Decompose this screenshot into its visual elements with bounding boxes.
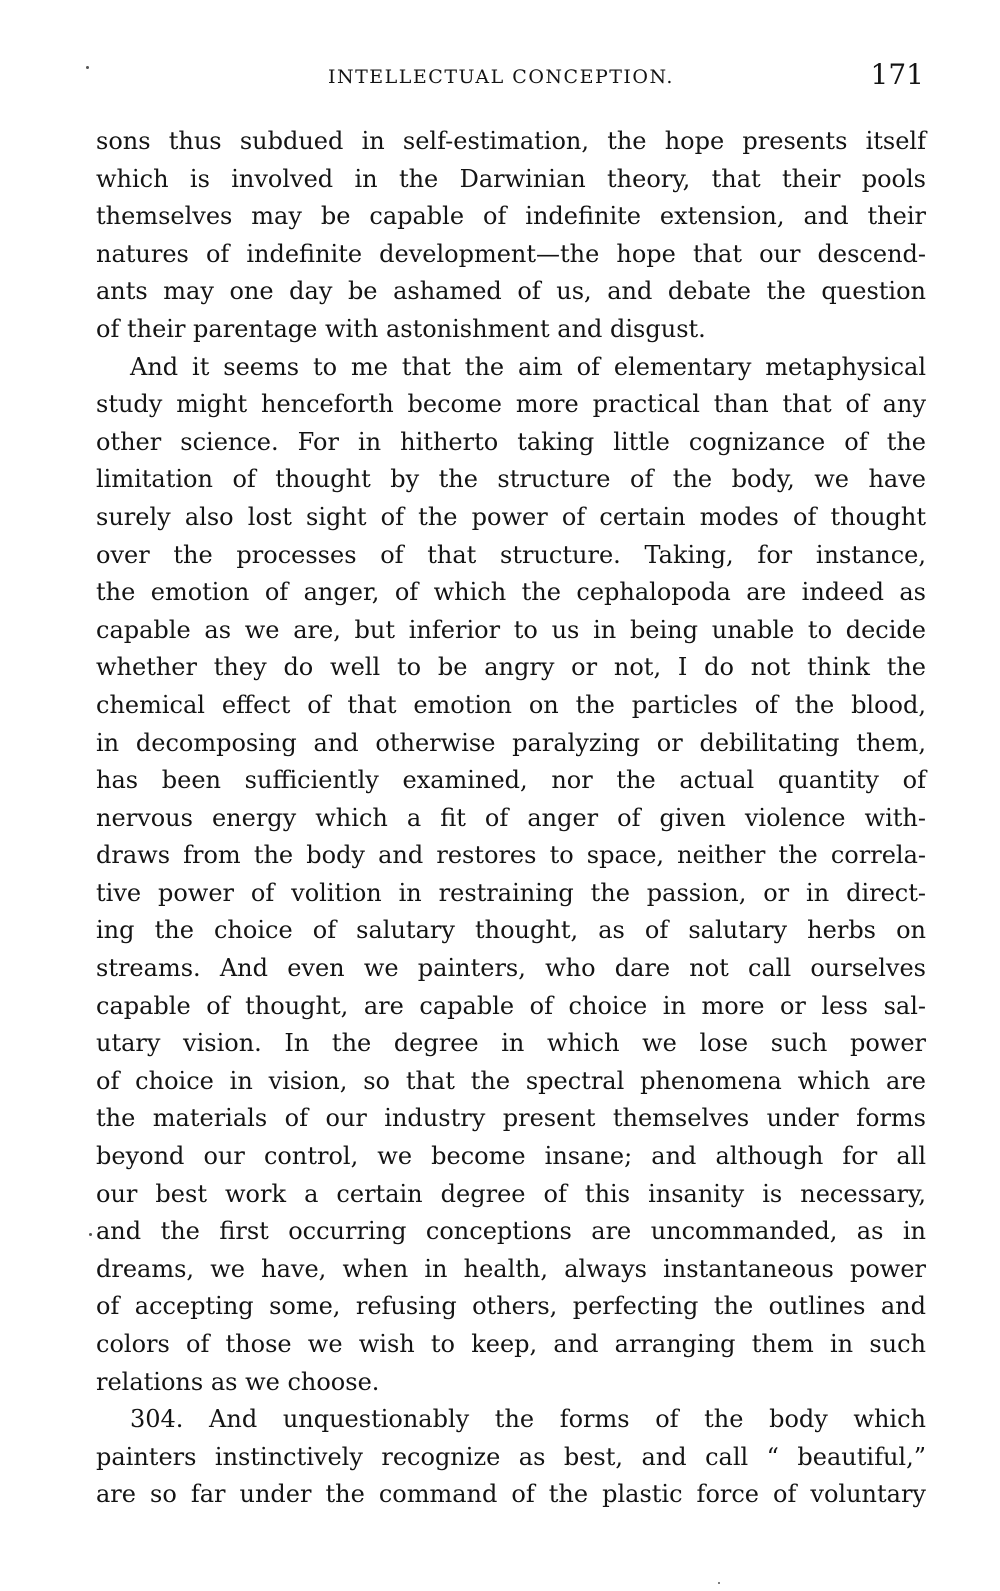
text-line: natures of indefinite development—the hope that our descend- [96, 239, 926, 268]
text-line: capable as we are, but inferior to us in being unable to decide [96, 615, 926, 644]
text-line: the materials of our industry present themselves under forms [96, 1104, 926, 1133]
text-line: beyond our control, we become insane; and although for all [96, 1142, 926, 1171]
paragraph-start-line: And it seems to me that the aim of elementary metaphysical [130, 352, 926, 381]
text-line: of choice in vision, so that the spectral phenomena which are [96, 1066, 926, 1095]
text-line: ants may one day be ashamed of us, and debate the question [96, 277, 926, 306]
text-line: of accepting some, refusing others, perfecting the outlines and [96, 1292, 926, 1321]
text-line: colors of those we wish to keep, and arranging them in such [96, 1330, 926, 1358]
text-line: which is involved in the Darwinian theory, that their pools [96, 164, 926, 193]
body-text [96, 123, 926, 1514]
text-line: streams. And even we painters, who dare not call ourselves [96, 954, 926, 983]
text-line: over the processes of that structure. Taking, for instance, [96, 540, 926, 569]
text-line: surely also lost sight of the power of certain modes of thought [96, 502, 926, 531]
text-line: limitation of thought by the structure of the body, we have [96, 465, 926, 494]
text-line: has been sufficiently examined, nor the actual quantity of [96, 766, 926, 795]
text-line: draws from the body and restores to space, neither the correla- [96, 841, 926, 870]
text-line: nervous energy which a fit of anger of given violence with- [96, 803, 926, 832]
text-line: our best work a certain degree of this insanity is necessary, [96, 1179, 926, 1208]
text-line: relations as we choose. [96, 1367, 380, 1396]
text-line: and the first occurring conceptions are uncommanded, as in [96, 1217, 926, 1246]
text-line: whether they do well to be angry or not, I do not think the [96, 653, 926, 682]
text-line: painters instinctively recognize as best, and call “ beautiful,” [96, 1442, 926, 1471]
text-line: the emotion of anger, of which the cephalopoda are indeed as [96, 578, 926, 607]
text-line: of their parentage with astonishment and disgust. [96, 314, 706, 343]
print-speck [89, 1233, 92, 1236]
text-line: ing the choice of salutary thought, as of salutary herbs on [96, 916, 926, 945]
print-speck [86, 66, 89, 69]
paragraph-start-line: 304. And unquestionably the forms of the body which [130, 1405, 926, 1434]
text-line: tive power of volition in restraining the passion, or in direct- [96, 878, 926, 907]
running-head [96, 58, 926, 98]
text-line: chemical effect of that emotion on the particles of the blood, [96, 690, 926, 719]
text-line: themselves may be capable of indefinite extension, and their [96, 202, 926, 231]
text-line: study might henceforth become more practical than that of any [96, 390, 926, 419]
text-line: other science. For in hitherto taking little cognizance of the [96, 427, 926, 456]
page-number: 171 [870, 58, 924, 91]
running-title: INTELLECTUAL CONCEPTION. [328, 66, 674, 88]
text-line: utary vision. In the degree in which we lose such power [96, 1029, 926, 1058]
text-line: dreams, we have, when in health, always instantaneous power [96, 1254, 926, 1283]
text-line: in decomposing and otherwise paralyzing or debilitating them, [96, 728, 926, 757]
print-speck [718, 1582, 720, 1584]
text-line: capable of thought, are capable of choice in more or less sal- [96, 991, 926, 1020]
text-line: are so far under the command of the plastic force of voluntary [96, 1480, 926, 1509]
text-line: sons thus subdued in self-estimation, the hope presents itself [96, 127, 926, 155]
